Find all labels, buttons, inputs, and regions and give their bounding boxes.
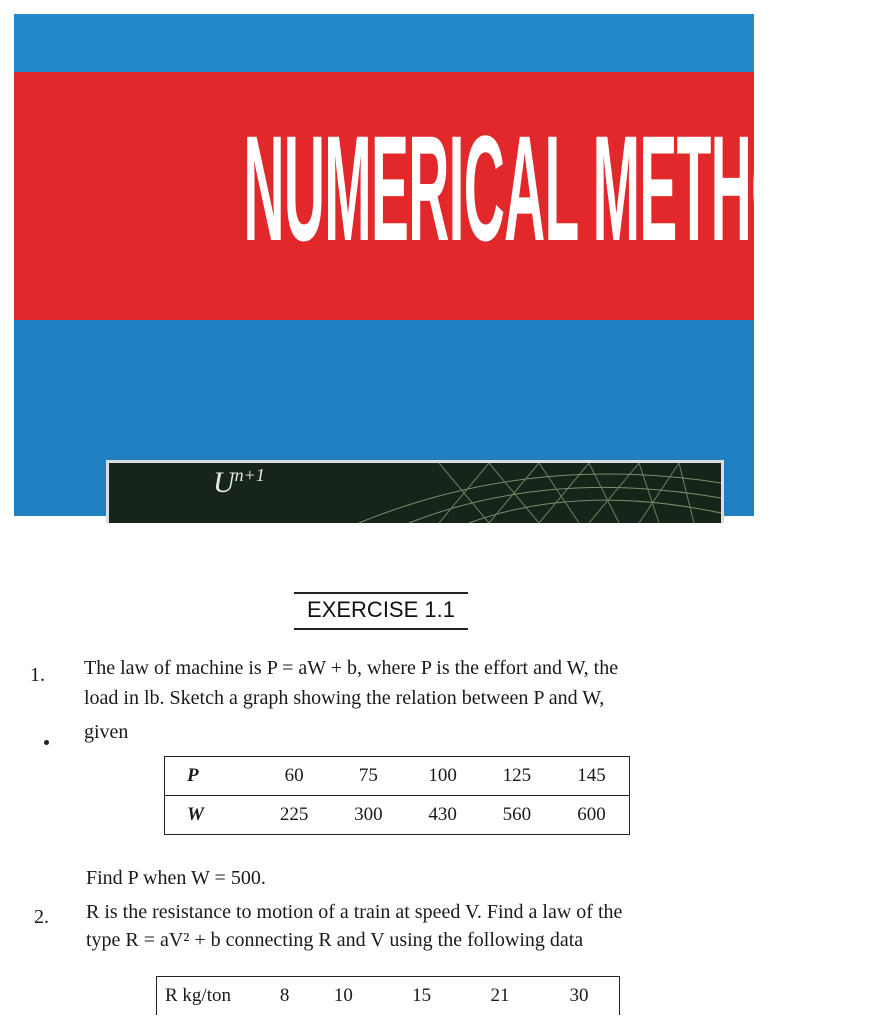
question-1-number: 1. xyxy=(30,664,45,686)
question-1-find: Find P when W = 500. xyxy=(86,867,266,889)
table-cell: 21 xyxy=(490,985,510,1006)
formula-base: U xyxy=(213,466,235,499)
table-cell: 60 xyxy=(257,757,331,796)
table-cell: 30 xyxy=(569,985,589,1006)
question-2-line-2: type R = aV² + b connecting R and V using the following data xyxy=(86,929,584,951)
table-cell: 430 xyxy=(428,804,457,825)
table-cell: 10 xyxy=(333,985,353,1006)
question-2-table xyxy=(156,976,620,1015)
table-cell: 225 xyxy=(279,804,309,825)
question-2-line-1: R is the resistance to motion of a train at speed V. Find a law of the xyxy=(86,901,623,923)
book-cover xyxy=(14,14,872,516)
table-cell: 15 xyxy=(412,985,432,1006)
table-row-label: W xyxy=(187,804,204,825)
margin-dot xyxy=(44,740,49,745)
cover-top-band xyxy=(14,14,754,72)
question-1-line-2: load in lb. Sketch a graph showing the relation between P and W, xyxy=(84,687,605,709)
question-2-number: 2. xyxy=(34,906,49,928)
table-cell: 100 xyxy=(405,757,479,796)
cover-title: NUMERICAL METHODS xyxy=(243,104,872,272)
question-1-line-1: The law of machine is P = aW + b, where P is the effort and W, the xyxy=(84,657,619,679)
table-cell: 560 xyxy=(502,804,532,825)
table-cell: 125 xyxy=(480,757,554,796)
table-cell: 75 xyxy=(331,757,405,796)
table-cell: 8 xyxy=(279,985,290,1006)
cover-illustration xyxy=(106,460,724,523)
table-cell: 300 xyxy=(354,804,383,825)
table-cell: 145 xyxy=(554,757,630,796)
exercise-heading: EXERCISE 1.1 xyxy=(294,592,468,630)
table-row xyxy=(165,757,630,796)
cover-formula xyxy=(213,465,265,500)
table-row-label: P xyxy=(165,757,258,796)
cover-mesh-graphic xyxy=(109,463,721,523)
table-cell: 600 xyxy=(577,804,606,825)
formula-superscript: n+1 xyxy=(234,465,265,485)
question-1-line-3: given xyxy=(84,721,129,743)
question-1-table xyxy=(164,756,630,835)
table-row xyxy=(157,977,620,1016)
table-row-label: R kg/ton xyxy=(165,985,231,1006)
table-row xyxy=(165,796,630,835)
cover-title-band xyxy=(14,72,872,320)
